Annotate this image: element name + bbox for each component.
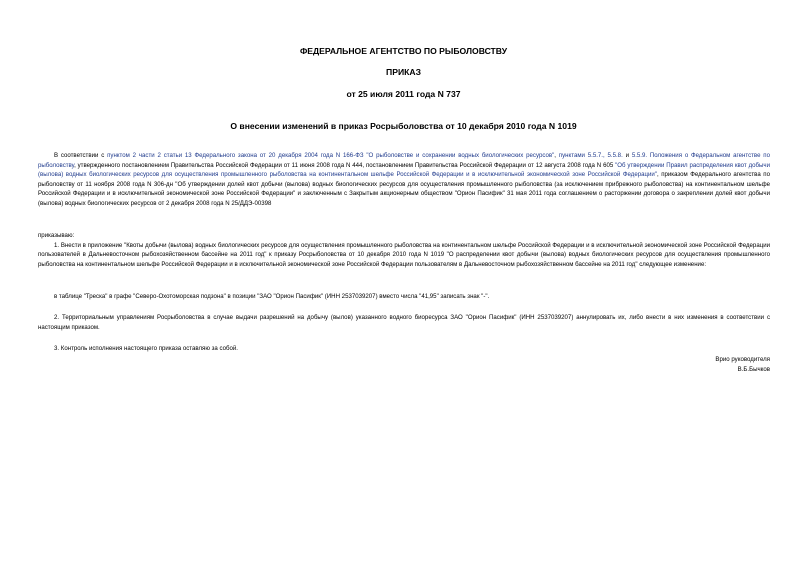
preamble-text-2: , [554, 152, 559, 159]
quota-rules-link[interactable]: "Об утверждении Правил распределения квот добычи (вылова) водных биологических ресурсов для осуществления промышленного рыболовства на континентальном шельфе Российской Федерации и в исключительной экономической зоне Российской Федерации" [38, 161, 770, 178]
preamble-text-1: В соответствии с [54, 152, 108, 159]
federal-law-link[interactable]: пунктом 2 части 2 статьи 13 Федерального закона от 20 декабря 2004 года N 166-ФЗ "О рыболовстве и сохранении водных биологических ресурсов" [107, 152, 555, 159]
regulation-link[interactable]: 5.5.9. Положения о Федеральном агентстве по рыболовству [38, 152, 770, 169]
item-1-change-paragraph: в таблице "Треска" в графе "Северо-Охотоморская подзона" в позиции "ЗАО "Орион Пасифик" (ИНН 2537039207) вместо числа "41,95" записать знак "-". [54, 293, 490, 300]
signatory-position: Врио руководителя [715, 356, 770, 363]
preamble-paragraph [38, 151, 770, 208]
clauses-link[interactable]: пунктами 5.5.7., 5.5.8. [558, 152, 623, 159]
preamble-text-4: , утвержденного постановлением Правительства Российской Федерации от 11 июня 2008 года N 444, постановлением Правительства Российской Федерации от 12 августа 2008 года N 605 [74, 161, 616, 169]
preamble-text-3: и [622, 152, 632, 159]
item-1-paragraph: 1. Внести в приложение "Квоты добычи (вылова) водных биологических ресурсов для осуществления промышленного рыболовства на континентальном шельфе Российской Федерации и в исключительной экономической зоне Российской Федерации пользователей в Дальневосточном рыбохозяйственном бассейне на 2011 год" к приказу Росрыболовства от 10 декабря 2010 года N 1019 "О распределении квот добычи (вылова) водных биологических ресурсов для осуществления промышленного рыболовства на континентальном шельфе Российской Федерации и в исключительной экономической зоне Российской Федерации пользователям в Дальневосточном рыбохозяйственном бассейне на 2011 год" следующее изменение: [38, 241, 770, 268]
item-3-paragraph: 3. Контроль исполнения настоящего приказа оставляю за собой. [54, 345, 238, 352]
order-section [38, 231, 770, 269]
order-date-number: от 25 июля 2011 года N 737 [346, 89, 461, 99]
order-type: ПРИКАЗ [386, 67, 421, 77]
item-2-paragraph: 2. Территориальным управлениям Росрыболовства в случае выдачи разрешений на добычу (вылов) указанного водного биоресурса ЗАО "Орион Пасифик" (ИНН 2537039207) аннулировать их, либо внести в них изменения в соответствии с настоящим приказом. [38, 314, 770, 331]
order-word: приказываю: [38, 232, 75, 239]
signatory-name: В.Б.Бычков [737, 366, 770, 373]
agency-name: ФЕДЕРАЛЬНОЕ АГЕНТСТВО ПО РЫБОЛОВСТВУ [299, 46, 508, 56]
document-title: О внесении изменений в приказ Росрыболовства от 10 декабря 2010 года N 1019 [230, 121, 577, 131]
preamble-text-5: , приказом Федерального агентства по рыболовству от 11 ноября 2008 года N 306-дн "Об утверждении долей квот добычи (вылова) водных биологических ресурсов для осуществления промышленного рыболовства (за исключением прибрежного рыболовства) на континентальном шельфе Российской Федерации и в исключительной экономической зоне Российской Федерации" и заключенным с Закрытым акционерным обществом "Орион Пасифик" 31 мая 2011 года соглашением о расторжении договора о закреплении долей квот добычи (вылова) водных биологических ресурсов от 2 декабря 2008 года N 25/ДДЭ-00398 [38, 171, 770, 207]
